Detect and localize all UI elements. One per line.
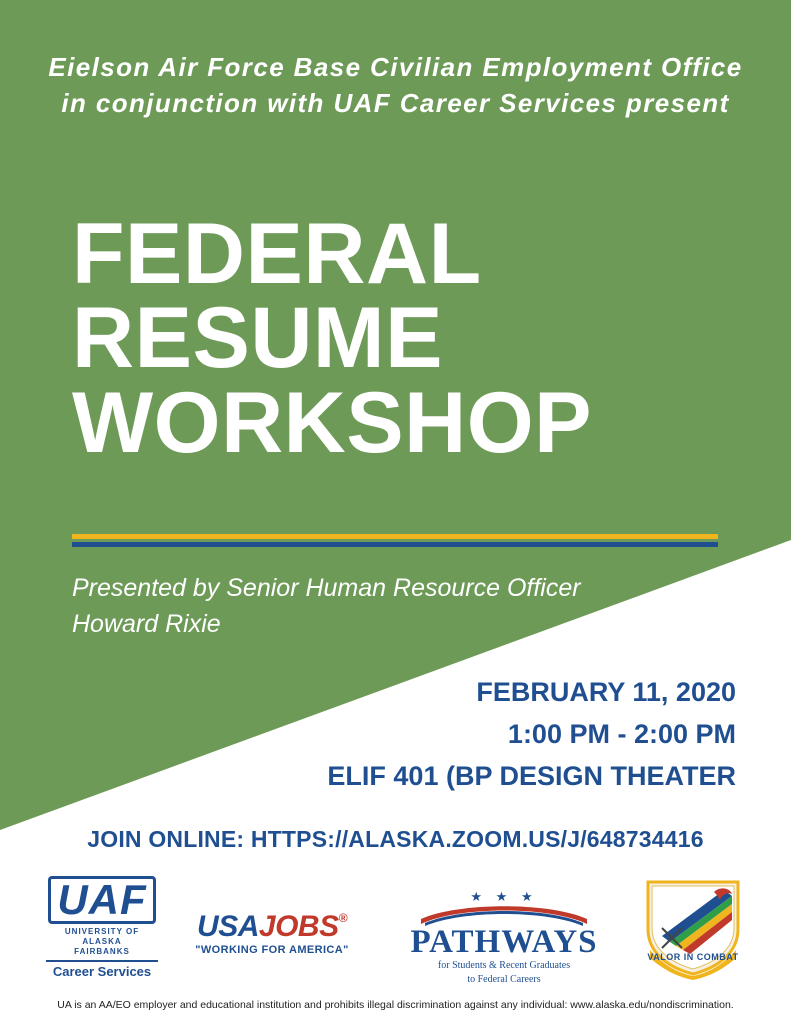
uaf-wordmark: UAF	[48, 876, 155, 924]
poster-title	[72, 206, 732, 471]
usajobs-wordmark	[182, 912, 362, 942]
usajobs-jobs-text: JOBS	[258, 910, 339, 943]
presenter-line-2: Howard Rixie	[72, 610, 221, 639]
logo-row	[0, 874, 791, 984]
event-details	[176, 672, 736, 798]
usajobs-tagline: "WORKING FOR AMERICA"	[195, 944, 349, 956]
pathways-subtext-line-2: to Federal Careers	[467, 973, 541, 985]
event-time: 1:00 PM - 2:00 PM	[507, 718, 736, 749]
title-line-1: FEDERAL	[72, 206, 482, 302]
join-online-link[interactable]: JOIN ONLINE: HTTPS://ALASKA.ZOOM.US/J/648734416	[87, 826, 704, 852]
divider-rules	[72, 534, 718, 547]
poster-header-text: Eielson Air Force Base Civilian Employment Office in conjunction with UAF Career Services present	[48, 52, 743, 118]
uaf-career-services-label: Career Services	[52, 964, 152, 979]
presenter-line-1: Presented by Senior Human Resource Officer	[72, 574, 581, 602]
uaf-subtext-line-3: FAIRBANKS	[74, 947, 130, 956]
air-force-wing-crest-icon	[628, 874, 758, 982]
pathways-wordmark: PATHWAYS	[410, 924, 598, 960]
title-line-2: RESUME	[72, 290, 443, 387]
event-date: FEBRUARY 11, 2020	[476, 677, 736, 707]
disclaimer-text: UA is an AA/EO employer and educational institution and prohibits illegal discrimination against any individual: www.alaska.edu/nondiscrimination.	[57, 999, 734, 1011]
title-line-3: WORKSHOP	[72, 374, 592, 471]
uaf-subtext	[38, 927, 166, 957]
uaf-divider	[46, 960, 158, 962]
event-location: ELIF 401 (BP DESIGN THEATER	[327, 760, 736, 791]
registered-trademark-icon: ®	[338, 911, 347, 925]
uaf-subtext-line-1: UNIVERSITY OF	[64, 927, 140, 936]
stars-icon: ★ ★ ★	[470, 889, 538, 904]
crest-motto: VALOR IN COMBAT	[647, 952, 739, 962]
gold-divider	[72, 534, 718, 539]
swoosh-icon	[406, 904, 602, 926]
usajobs-logo	[182, 912, 362, 956]
usajobs-usa-text: USA	[197, 910, 259, 943]
pathways-logo	[406, 890, 602, 986]
presenter-block	[72, 570, 712, 643]
uaf-subtext-line-2: ALASKA	[82, 937, 122, 946]
pathways-subtext-line-1: for Students & Recent Graduates	[437, 960, 571, 971]
blue-divider	[72, 542, 718, 547]
uaf-logo	[38, 876, 166, 979]
